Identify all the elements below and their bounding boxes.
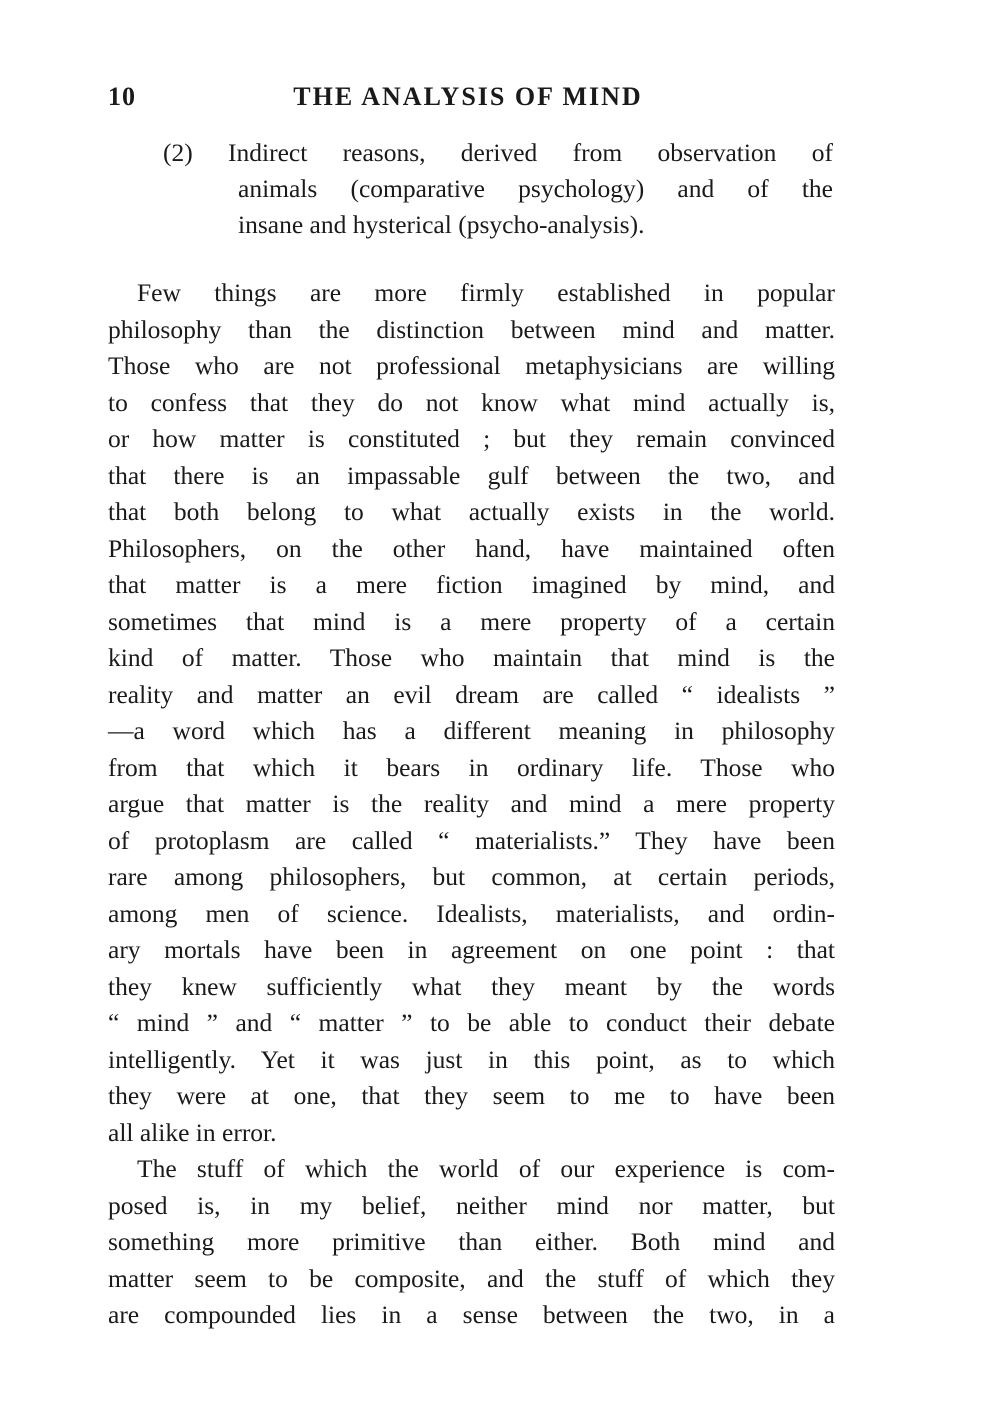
paragraph-line: Few things are more firmly established in popular — [137, 278, 835, 307]
paragraph-line: Philosophers, on the other hand, have maintained often — [108, 533, 835, 563]
list-item-line: (2) Indirect reasons, derived from observation of — [163, 138, 833, 167]
paragraph-line: reality and matter an evil dream are called “ idealists ” — [108, 679, 835, 709]
paragraph-line: something more primitive than either. Both mind and — [108, 1227, 835, 1256]
page-number: 10 — [108, 82, 136, 111]
paragraph-line: all alike in error. — [108, 1117, 277, 1147]
paragraph-line: of protoplasm are called “ materialists.” They have been — [108, 825, 835, 855]
paragraph-line: matter seem to be composite, and the stuff of which they — [108, 1263, 835, 1293]
running-title: THE ANALYSIS OF MIND — [293, 82, 643, 111]
paragraph-line: or how matter is constituted ; but they remain convinced — [108, 424, 835, 453]
paragraph-line: kind of matter. Those who maintain that mind is the — [108, 643, 835, 672]
list-item-line: insane and hysterical (psycho-analysis). — [238, 210, 645, 239]
paragraph-line: they were at one, that they seem to me to have been — [108, 1081, 835, 1110]
paragraph-line: sometimes that mind is a mere property of a certain — [108, 606, 835, 636]
paragraph-line: that there is an impassable gulf between the two, and — [108, 460, 835, 490]
paragraph-line: among men of science. Idealists, materialists, and ordin- — [108, 898, 835, 928]
paragraph-line: they knew sufficiently what they meant by the words — [108, 971, 835, 1001]
paragraph-line: that matter is a mere fiction imagined by mind, and — [108, 570, 835, 599]
paragraph-line: posed is, in my belief, neither mind nor matter, but — [108, 1190, 835, 1220]
paragraph-line: —a word which has a different meaning in philosophy — [108, 716, 835, 745]
paragraph-line: argue that matter is the reality and mind a mere property — [108, 789, 835, 818]
paragraph-line: from that which it bears in ordinary life. Those who — [108, 752, 835, 782]
paragraph-line: that both belong to what actually exists in the world. — [108, 497, 835, 526]
paragraph-line: philosophy than the distinction between mind and matter. — [108, 314, 835, 344]
list-item-line: animals (comparative psychology) and of the — [238, 174, 833, 203]
paragraph-line: to confess that they do not know what mind actually is, — [108, 387, 835, 417]
paragraph-line: rare among philosophers, but common, at certain periods, — [108, 862, 835, 891]
paragraph-line: are compounded lies in a sense between the two, in a — [108, 1300, 835, 1329]
paragraph-line: Those who are not professional metaphysicians are willing — [108, 351, 835, 380]
paragraph-line: intelligently. Yet it was just in this point, as to which — [108, 1044, 835, 1074]
paragraph-line: ary mortals have been in agreement on one point : that — [108, 935, 835, 964]
paragraph-line: The stuff of which the world of our experience is com- — [137, 1154, 835, 1183]
paragraph-line: “ mind ” and “ matter ” to be able to conduct their debate — [108, 1008, 835, 1037]
